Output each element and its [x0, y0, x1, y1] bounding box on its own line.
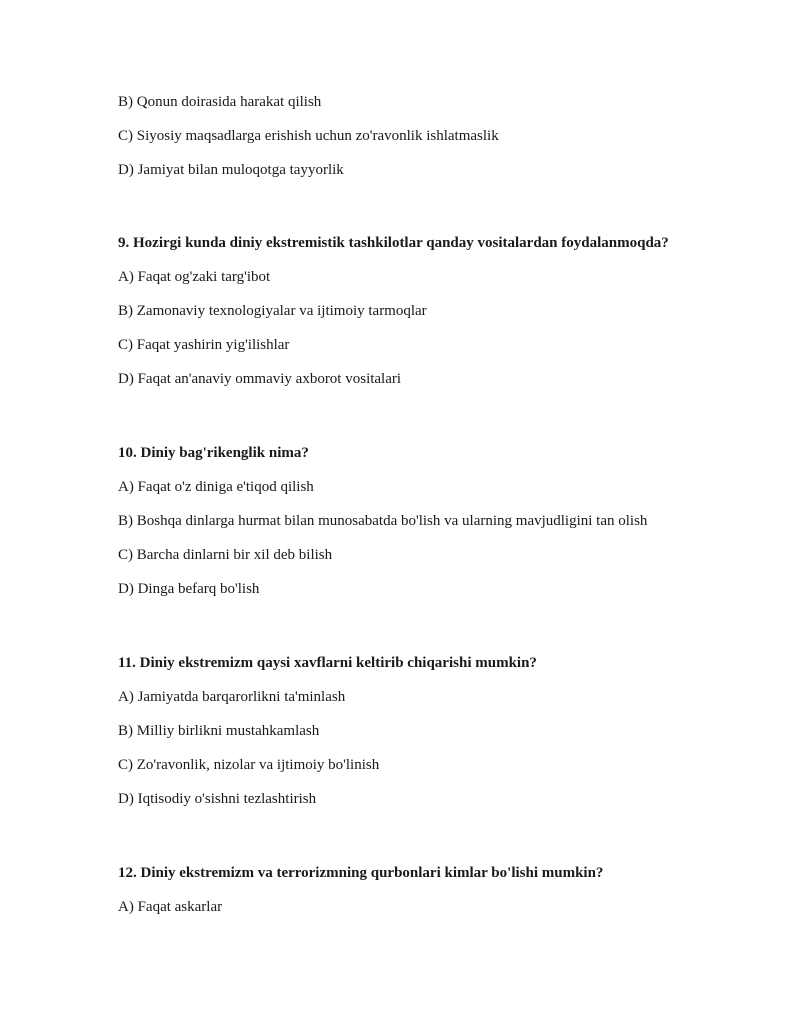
- answer-option: B) Zamonaviy texnologiyalar va ijtimoiy tarmoqlar: [118, 303, 427, 319]
- question-title: 10. Diniy bag'rikenglik nima?: [118, 445, 309, 461]
- answer-option: A) Faqat askarlar: [118, 899, 223, 915]
- answer-option: D) Faqat an'anaviy ommaviy axborot vositalari: [118, 371, 402, 387]
- question-block-9: [118, 233, 718, 389]
- question-title: 11. Diniy ekstremizm qaysi xavflarni keltirib chiqarishi mumkin?: [118, 655, 537, 671]
- answer-option: C) Faqat yashirin yig'ilishlar: [118, 337, 290, 353]
- answer-option: B) Qonun doirasida harakat qilish: [118, 94, 322, 110]
- answer-option: D) Dinga befarq bo'lish: [118, 581, 260, 597]
- answer-option: C) Barcha dinlarni bir xil deb bilish: [118, 547, 333, 563]
- continued-question-options: [118, 92, 718, 180]
- answer-option: B) Boshqa dinlarga hurmat bilan munosabatda bo'lish va ularning mavjudligini tan olish: [118, 513, 648, 529]
- question-block-11: [118, 653, 718, 809]
- answer-option: D) Jamiyat bilan muloqotga tayyorlik: [118, 162, 344, 178]
- answer-option: C) Siyosiy maqsadlarga erishish uchun zo'ravonlik ishlatmaslik: [118, 128, 499, 144]
- document-page: [118, 92, 718, 931]
- question-block-12: [118, 863, 718, 917]
- question-title: 12. Diniy ekstremizm va terrorizmning qurbonlari kimlar bo'lishi mumkin?: [118, 865, 604, 881]
- answer-option: A) Jamiyatda barqarorlikni ta'minlash: [118, 689, 346, 705]
- answer-option: A) Faqat og'zaki targ'ibot: [118, 269, 271, 285]
- answer-option: D) Iqtisodiy o'sishni tezlashtirish: [118, 791, 317, 807]
- question-block-10: [118, 443, 718, 599]
- question-title: 9. Hozirgi kunda diniy ekstremistik tashkilotlar qanday vositalardan foydalanmoqda?: [118, 235, 669, 251]
- answer-option: B) Milliy birlikni mustahkamlash: [118, 723, 320, 739]
- answer-option: A) Faqat o'z diniga e'tiqod qilish: [118, 479, 314, 495]
- answer-option: C) Zo'ravonlik, nizolar va ijtimoiy bo'linish: [118, 757, 380, 773]
